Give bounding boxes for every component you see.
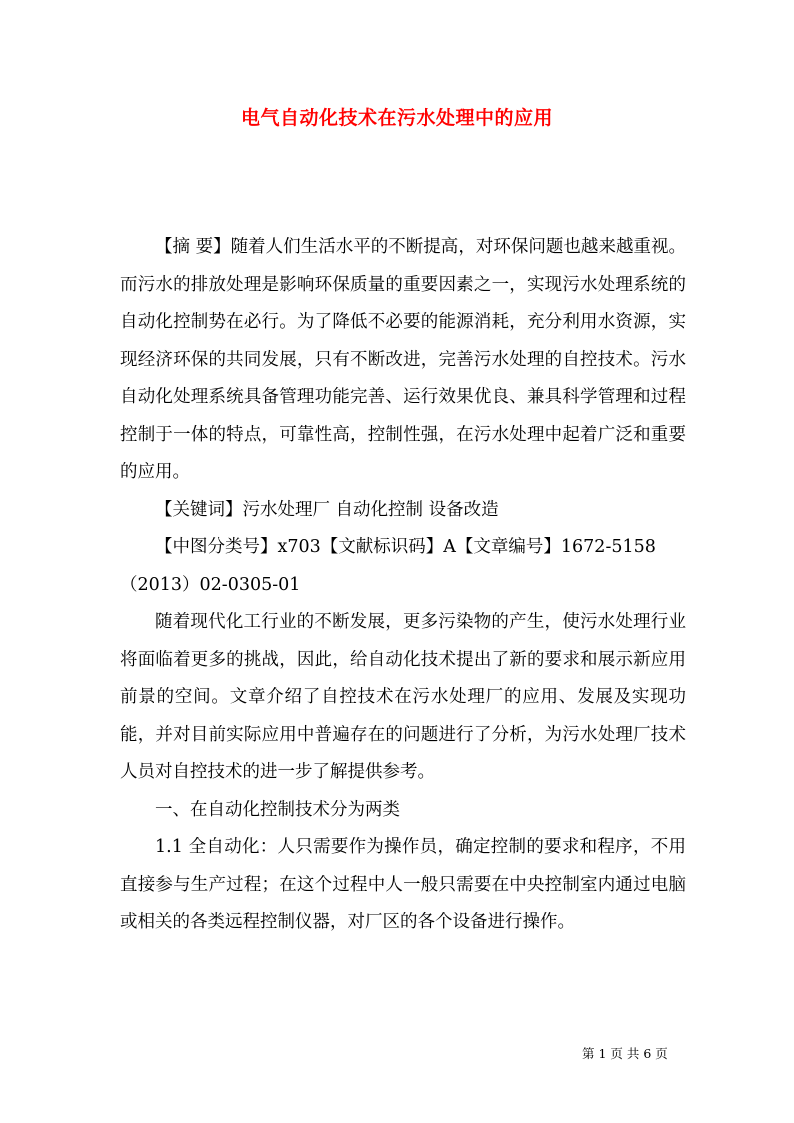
page-number-footer: 第 1 页 共 6 页 <box>582 1046 668 1061</box>
keywords-paragraph: 【关键词】污水处理厂 自动化控制 设备改造 <box>155 499 499 520</box>
body-paragraph: 随着现代化工行业的不断发展，更多污染物的产生，使污水处理行业将面临着更多的挑战，因此，给自动化技术提出了新的要求和展示新应用前景的空间。文章介绍了自控技术在污水处理厂的应用、发展及实现功能，并对目前实际应用中普遍存在的问题进行了分析，为污水处理厂技术人员对自控技术的进一步了解提供参考。 <box>120 612 686 782</box>
classification-paragraph: 【中图分类号】x703【文献标识码】A【文章编号】1672-5158 <box>155 537 656 557</box>
document-title: 电气自动化技术在污水处理中的应用 <box>240 107 553 129</box>
body-paragraph: 【摘 要】随着人们生活水平的不断提高，对环保问题也越来越重视。而污水的排放处理是影响环保质量的重要因素之一，实现污水处理系统的自动化控制势在必行。为了降低不必要的能源消耗，充分利用水资源，实现经济环保的共同发展，只有不断改进，完善污水处理的自控技术。污水自动化处理系统具备管理功能完善、运行效果优良、兼具科学管理和过程控制于一体的特点，可靠性高，控制性强，在污水处理中起着广泛和重要的应用。 <box>120 237 686 482</box>
classification-continuation: （2013）02-0305-01 <box>120 574 301 595</box>
body-paragraph: 1.1 全自动化：人只需要作为操作员，确定控制的要求和程序，不用直接参与生产过程；在这个过程中人一般只需要在中央控制室内通过电脑或相关的各类远程控制仪器，对厂区的各个设备进行操作。 <box>120 837 686 932</box>
section-heading: 一、在自动化控制技术分为两类 <box>155 799 400 820</box>
abstract-paragraph <box>120 229 686 942</box>
